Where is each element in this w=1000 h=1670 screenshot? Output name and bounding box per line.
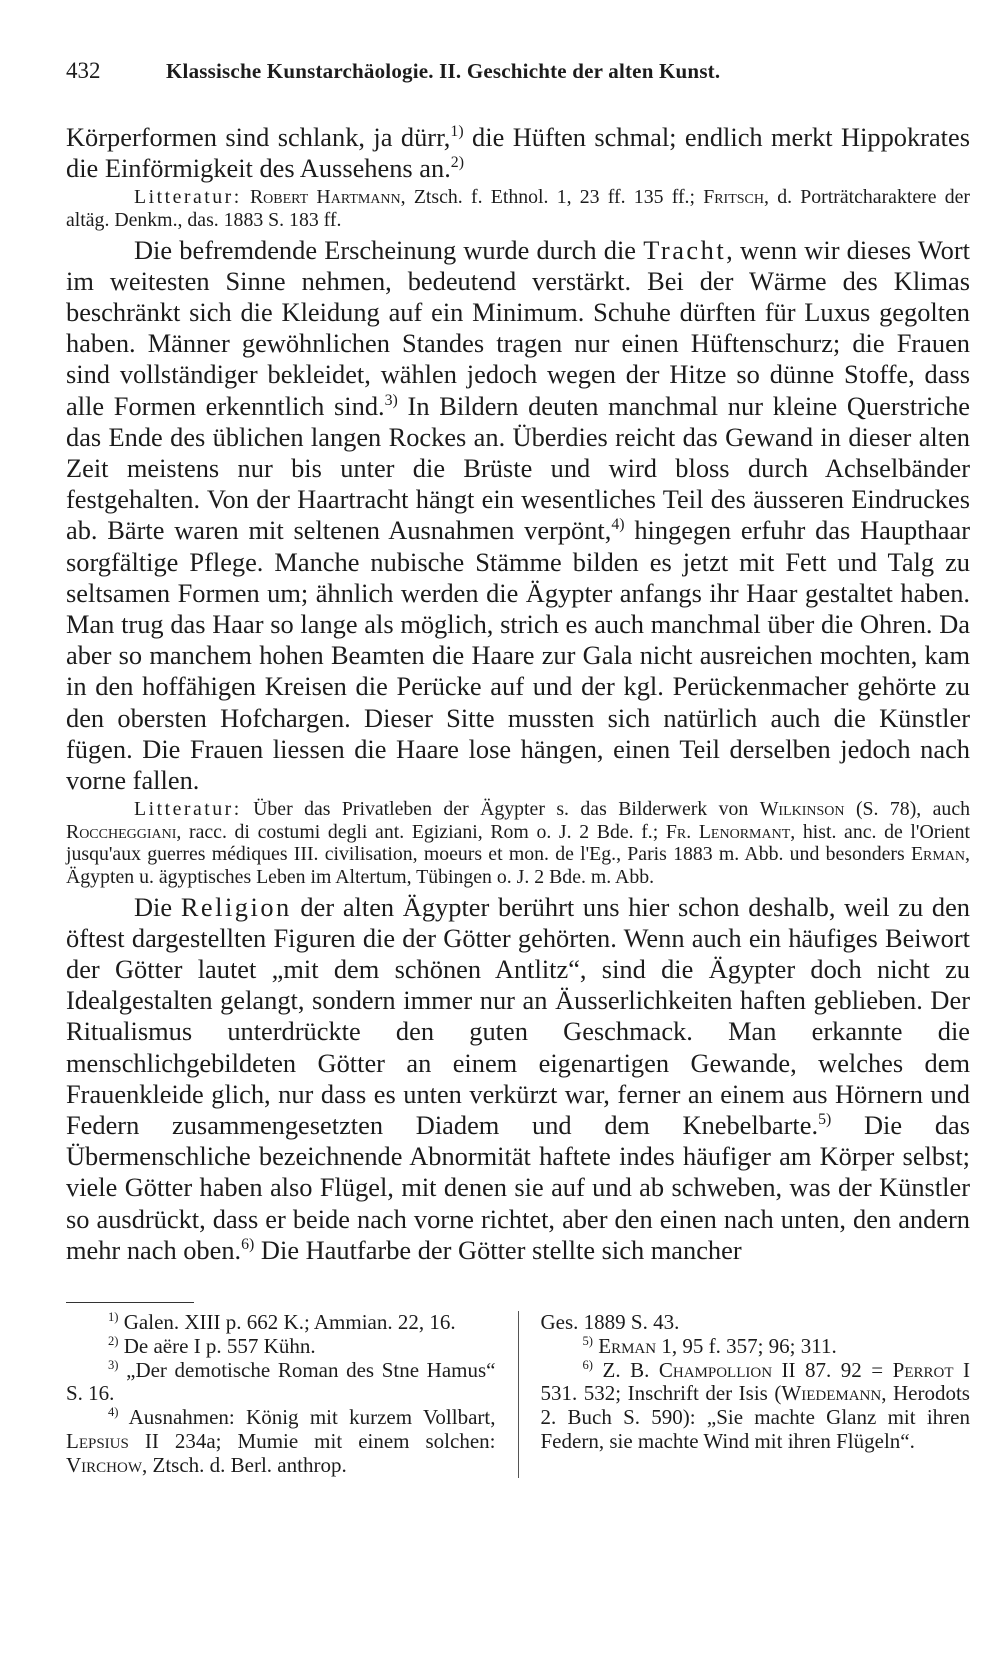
footnote-text: , Ztsch. d. Berl. anthrop. — [142, 1452, 347, 1477]
text-run: der alten Ägypter berührt uns hier schon deshalb, weil zu den öftest dargestellten Figuren die der Götter gehörten. Wenn auch ein häufiges Beiwort der Götter lautet „mit dem schönen Antlitz“, sind die Ägypter doch nicht zu Idealgestalten gelangt, sondern immer nur an Äusserlichkeiten haften geblieben. Der Ritualismus unterdrückte den guten Geschmack. Man erkannte die menschlichgebildeten Götter an einem eigenartigen Gewande, welches dem Frauenkleide glich, nur dass es unten verkürzt war, ferner an einem aus Hörnern und Federn zusammengesetzten Diadem und dem Knebelbarte. — [66, 891, 971, 1141]
footnote-ref: 4) — [611, 516, 625, 534]
footnote-text: De aëre I p. 557 Kühn. — [118, 1333, 316, 1358]
paragraph-body-forms — [66, 122, 970, 184]
literature-label: Litteratur: — [134, 186, 242, 209]
author-name: Roccheggiani — [66, 820, 177, 843]
running-header — [66, 58, 970, 84]
footnote-mark: 6) — [582, 1357, 593, 1372]
text-run: Körperformen sind schlank, ja dürr, — [66, 122, 451, 152]
literature-note-1 — [66, 186, 970, 231]
footnote-ref: 5) — [818, 1111, 832, 1129]
literature-note-2 — [66, 798, 970, 888]
footnotes — [66, 1311, 970, 1478]
author-name: Virchow — [66, 1452, 142, 1477]
author-name: Wilkinson — [759, 798, 845, 821]
text-run: , racc. di costumi degli ant. Egiziani, Rom o. J. 2 Bde. f.; — [176, 820, 666, 843]
running-title: Klassische Kunstarchäologie. II. Geschichte der alten Kunst. — [166, 59, 721, 83]
paragraph-costume — [66, 235, 970, 797]
text-run: Die Hautfarbe der Götter stellte sich mancher — [254, 1234, 742, 1265]
footnote-text: Galen. XIII p. 662 K.; Ammian. 22, 16. — [118, 1310, 456, 1335]
text-run: , Ztsch. f. Ethnol. 1, 23 ff. 135 ff.; — [400, 186, 704, 209]
footnote-mark: 5) — [582, 1333, 593, 1348]
author-name: Champollion — [658, 1357, 773, 1382]
text-run: die Hüften schmal; endlich merkt Hippokrates die Einförmigkeit des Aussehens an. — [66, 122, 970, 184]
footnote-mark: 4) — [108, 1405, 119, 1420]
footnote-text: Z. B. — [593, 1357, 659, 1382]
author-name: Robert Hartmann — [249, 186, 401, 209]
footnote-5 — [541, 1335, 971, 1359]
footnote-6 — [541, 1359, 971, 1454]
footnote-mark: 3) — [108, 1357, 119, 1372]
author-name: Fritsch — [703, 186, 765, 209]
footnote-text: II 234a; Mumie mit einem solchen: — [128, 1429, 496, 1454]
footnote-ref: 3) — [384, 391, 398, 409]
paragraph-religion — [66, 892, 970, 1266]
footnote-text: „Der demotische Roman des Stne Hamus“ S. 16. — [66, 1357, 496, 1406]
footnote-text: 1, 95 f. 357; 96; 311. — [656, 1333, 837, 1358]
footnote-3 — [66, 1359, 496, 1407]
text-run: Über das Privatleben der Ägypter s. das Bilderwerk von — [241, 798, 760, 821]
author-name: Erman — [593, 1333, 657, 1358]
footnote-text: Ausnahmen: König mit kurzem Vollbart, — [118, 1405, 496, 1430]
footnote-text: , Herodots 2. Buch S. 590): „Sie machte Glanz mit ihren Federn, sie machte Wind mit ihren Flügeln“. — [540, 1381, 970, 1454]
footnote-ref: 1) — [450, 123, 464, 141]
text-run: , hist. anc. de l'Orient jusqu'aux guerres médiques III. civilisation, moeurs et mon. de l'Eg., Paris 1883 m. Abb. und besonders — [66, 820, 970, 866]
footnote-text: I 531. 532; Inschrift der Isis ( — [540, 1357, 970, 1406]
footnote-mark: 1) — [108, 1310, 119, 1325]
literature-label: Litteratur: — [134, 798, 242, 821]
footnote-4-continued: Ges. 1889 S. 43. — [540, 1310, 680, 1335]
author-name: Perrot — [892, 1357, 954, 1382]
author-name: Lepsius — [66, 1429, 129, 1454]
main-text — [66, 122, 970, 1266]
footnote-4 — [66, 1406, 496, 1477]
footnotes-right-column — [519, 1311, 971, 1478]
footnote-1 — [66, 1311, 496, 1335]
footnote-ref: 2) — [450, 154, 464, 172]
footnote-mark: 2) — [108, 1333, 119, 1348]
text-run: In Bildern deuten manchmal nur kleine Querstriche das Ende des üblichen langen Rockes an. Überdies reicht das Gewand in dieser alten Zeit meistens nur bis unter die Brüste und wird bloss durch Achselbänder festgehalten. Von der Haartracht hängt ein wesentliches Teil des äusseren Eindruckes ab. Bärte waren mit seltenen Ausnahmen verpönt, — [66, 390, 970, 546]
text-run: Die das Übermenschliche bezeichnende Abnormität haftete indes häufiger am Körper selbst; viele Götter haben also Flügel, mit denen sie auf und ab schweben, was der Künstler so ausdrückt, dass er beide nach vorne richtet, aber den einen nach unten, den andern mehr nach oben. — [66, 1110, 971, 1265]
footnotes-left-column — [66, 1311, 519, 1478]
text-run: Die befremdende Erscheinung wurde durch die — [134, 234, 644, 265]
footnote-2 — [66, 1335, 496, 1359]
text-run: Die — [134, 891, 181, 922]
author-name: Erman — [910, 843, 966, 866]
keyword-religion: Religion — [180, 891, 292, 922]
text-run: , wenn wir dieses Wort im weitesten Sinne nehmen, bedeutend verstärkt. Bei der Wärme des Klimas beschränkt sich die Kleidung auf ein Minimum. Schuhe dürften für Luxus gegolten haben. Männer gewöhnlichen Standes tragen nur einen Hüftenschurz; die Frauen sind vollständiger bekleidet, wählen jedoch wegen der Hitze so dünne Stoffe, dass alle Formen erkenntlich sind. — [66, 234, 971, 421]
text-run: hingegen erfuhr das Haupthaar sorgfältige Pflege. Manche nubische Stämme bilden es jetzt mit Fett und Talg zu seltsamen Formen um; ähnlich werden die Ägypter anfangs ihr Haar gestaltet haben. Man trug das Haar so lange als möglich, strich es auch manchmal über die Ohren. Da aber so manchem hohen Beamten die Haare zur Gala nicht ausreichen mochten, kam in den hoffähigen Kreisen die Perücke auf und der kgl. Perückenmacher gehörte zu den obersten Hofchargen. Dieser Sitte mussten sich natürlich auch die Künstler fügen. Die Frauen liessen die Haare lose hängen, einen Teil derselben jedoch nach vorne fallen. — [66, 515, 970, 796]
keyword-tracht: Tracht — [643, 234, 727, 265]
text-run: , Ägypten u. ägyptisches Leben im Altertum, Tübingen o. J. 2 Bde. m. Abb. — [66, 843, 970, 889]
author-name: Fr. Lenormant — [665, 820, 791, 843]
text-run: , d. Porträtcharaktere der altäg. Denkm., das. 1883 S. 183 ff. — [66, 186, 970, 231]
text-run: (S. 78), auch — [844, 798, 970, 821]
footnote-ref: 6) — [241, 1236, 255, 1254]
author-name: Wiedemann — [781, 1381, 882, 1406]
page-number: 432 — [66, 58, 101, 83]
footnote-separator — [66, 1302, 194, 1303]
footnote-text: II 87. 92 = — [772, 1357, 893, 1382]
